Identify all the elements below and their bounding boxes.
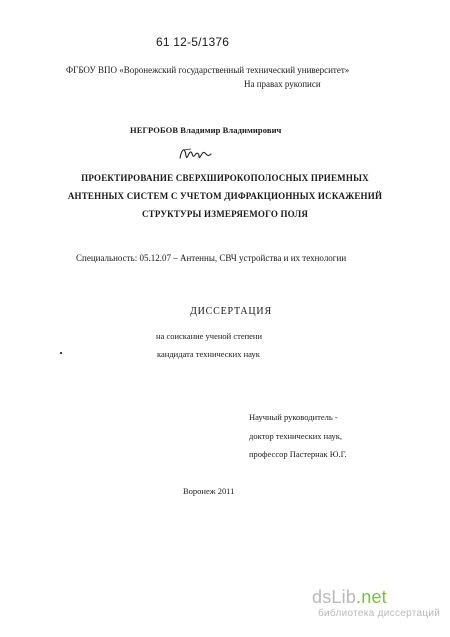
- document-code: 61 12-5/1376: [156, 35, 230, 49]
- watermark-tld: .net: [356, 587, 387, 607]
- watermark-logo[interactable]: [312, 587, 387, 608]
- specialty: Специальность: 05.12.07 – Антенны, СВЧ устройства и их технологии: [76, 253, 347, 263]
- title-line: СТРУКТУРЫ ИЗМЕРЯЕМОГО ПОЛЯ: [141, 209, 309, 219]
- supervisor-block: [249, 408, 347, 464]
- document-type: ДИССЕРТАЦИЯ: [190, 306, 272, 317]
- organization-name: ФГБОУ ВПО «Воронежский государственный технический университет»: [66, 65, 350, 75]
- degree-line-2: кандидата технических наук: [157, 349, 260, 359]
- watermark-brand: dsLib: [312, 587, 357, 607]
- author-name: НЕГРОБОВ Владимир Владимирович: [130, 125, 282, 135]
- scan-speck: [60, 352, 62, 354]
- city-year: Воронеж 2011: [183, 486, 235, 496]
- rights-note: На правах рукописи: [244, 79, 321, 89]
- degree-line-1: на соискание ученой степени: [156, 331, 263, 341]
- watermark-tagline: библиотека диссертаций: [318, 608, 441, 619]
- supervisor-line: доктор технических наук,: [249, 430, 343, 441]
- supervisor-line: профессор Пастернак Ю.Г.: [249, 449, 347, 459]
- dissertation-title: [40, 169, 410, 223]
- title-line: АНТЕННЫХ СИСТЕМ С УЧЕТОМ ДИФРАКЦИОННЫХ ИСКАЖЕНИЙ: [67, 191, 383, 201]
- title-line: ПРОЕКТИРОВАНИЕ СВЕРХШИРОКОПОЛОСНЫХ ПРИЕМНЫХ: [81, 173, 369, 183]
- author-signature: [178, 144, 212, 164]
- supervisor-line: Научный руководитель -: [249, 412, 338, 422]
